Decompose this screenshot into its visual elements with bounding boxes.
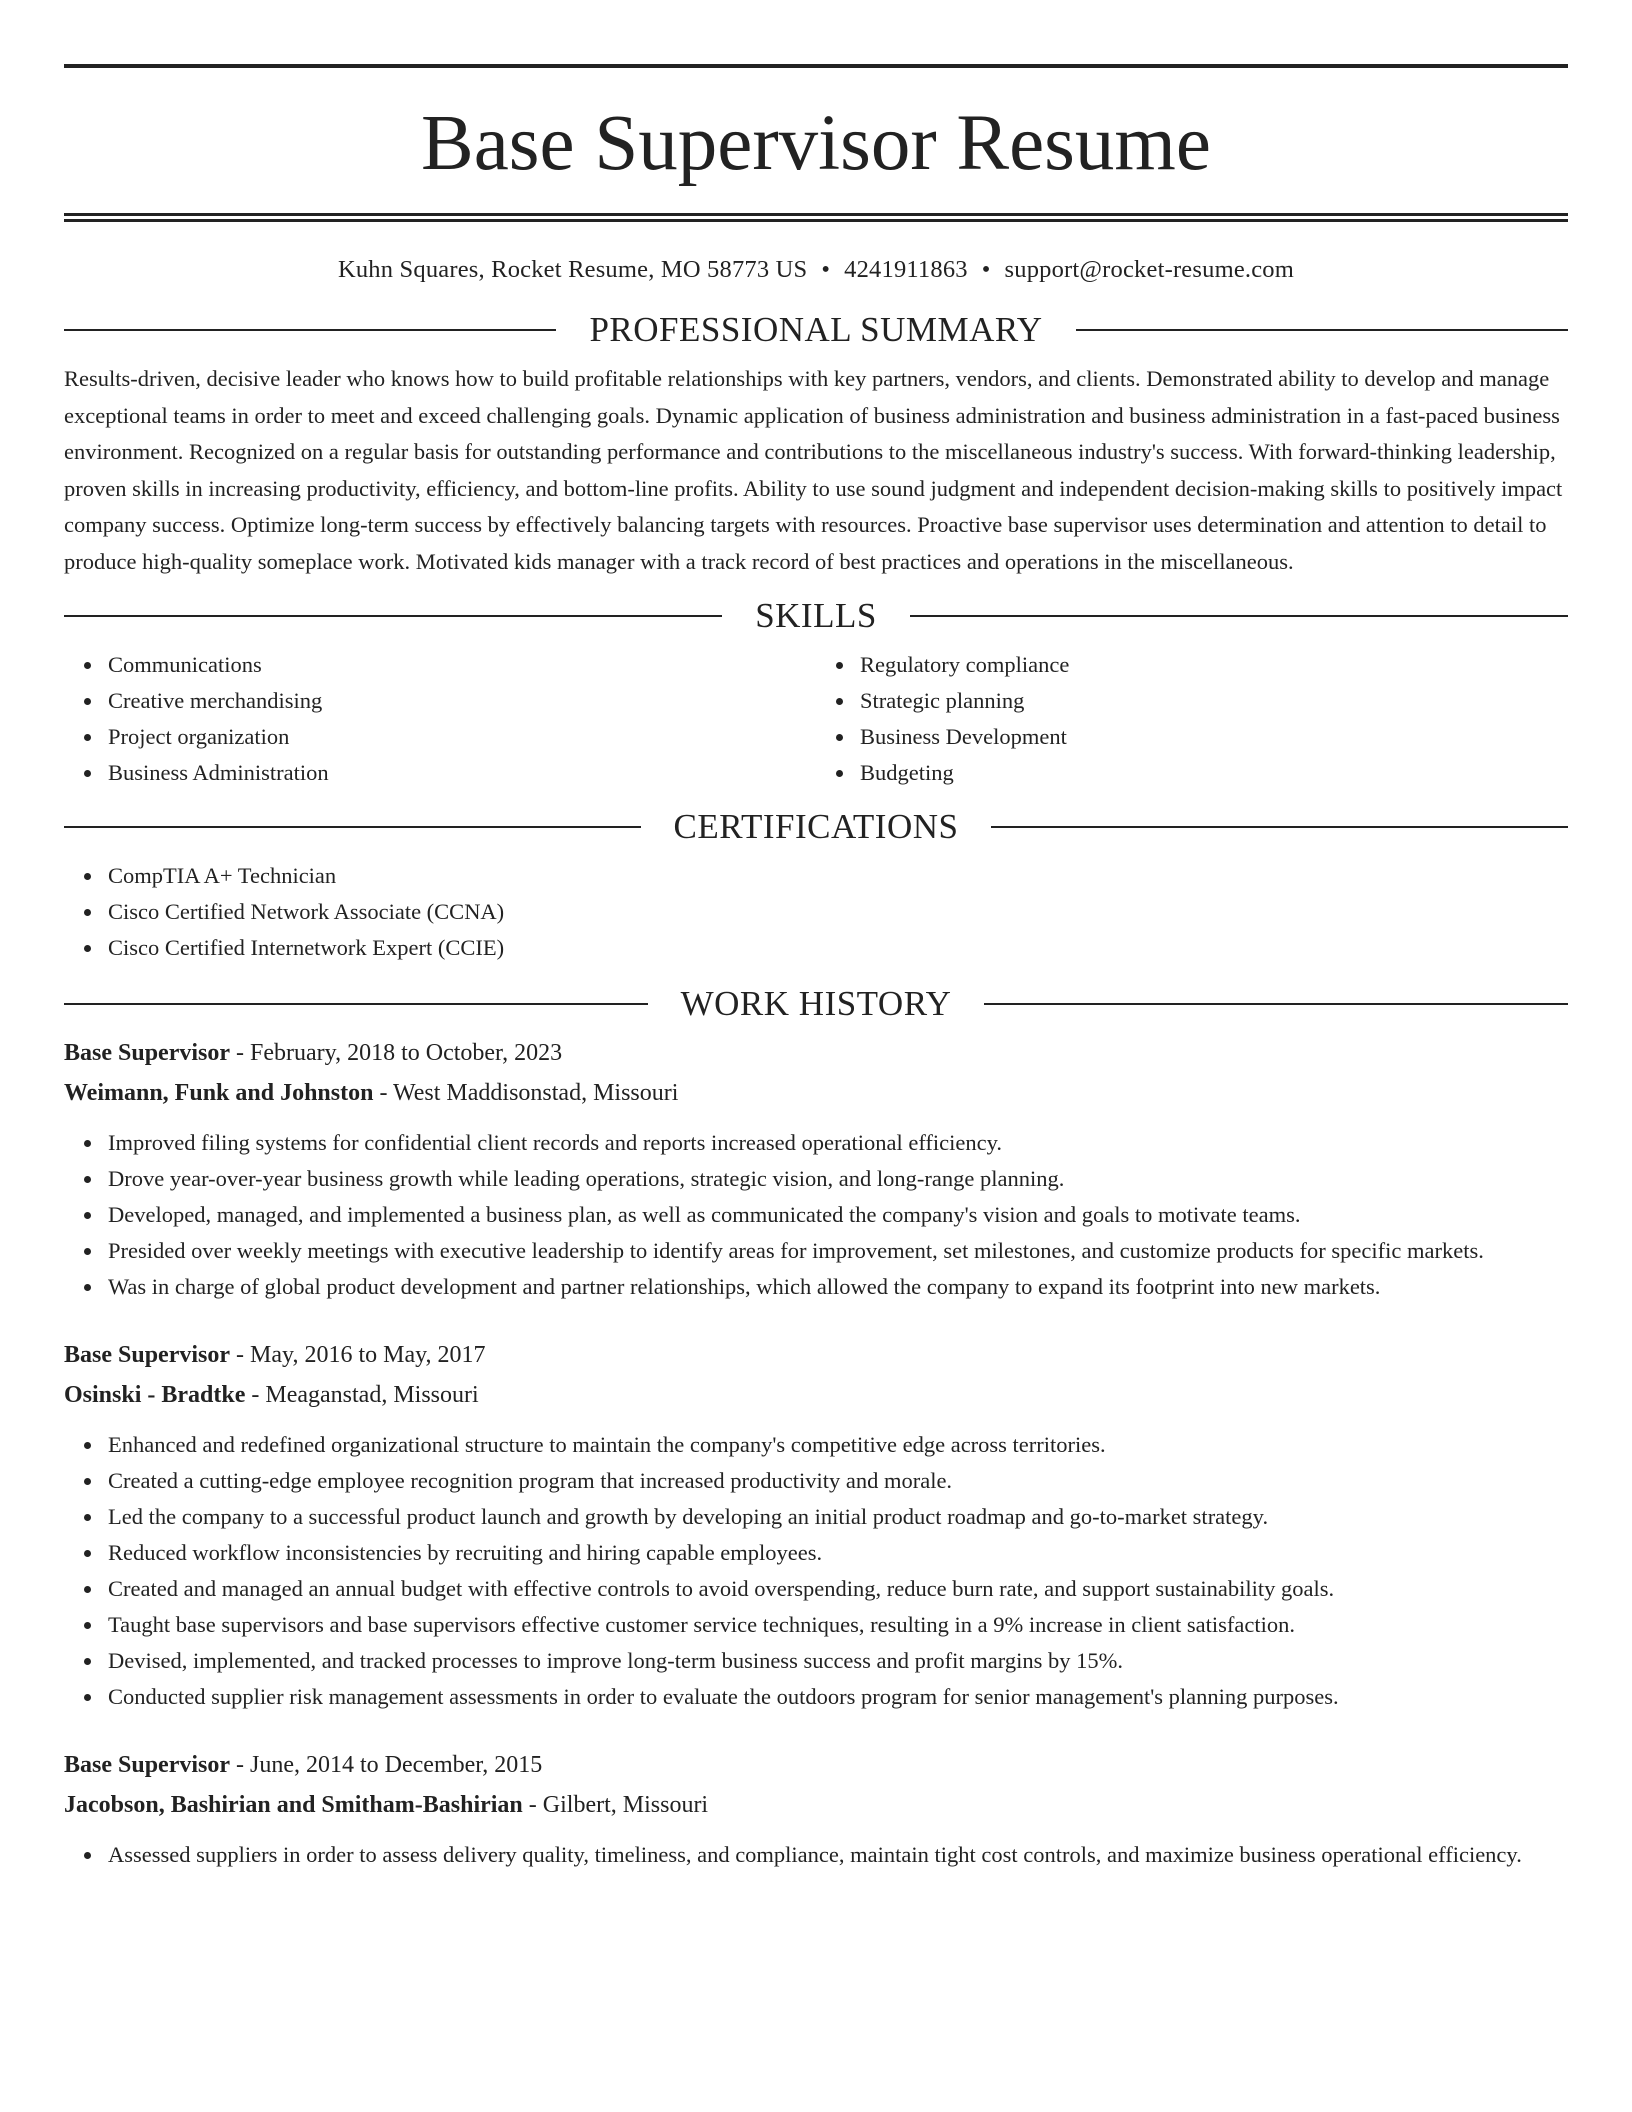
skills-column-left <box>64 647 816 791</box>
contact-line <box>64 256 1568 284</box>
job-location: - Meaganstad, Missouri <box>245 1382 479 1408</box>
job-title-line <box>64 1745 1568 1785</box>
certification-item: Cisco Certified Network Associate (CCNA) <box>108 894 1568 930</box>
contact-separator: • <box>821 256 831 283</box>
resume-title: Base Supervisor Resume <box>421 100 1211 187</box>
skills-list <box>64 647 1568 791</box>
section-heading-certifications <box>64 809 1568 844</box>
job-location: - West Maddisonstad, Missouri <box>373 1080 679 1106</box>
contact-address: Kuhn Squares, Rocket Resume, MO 58773 US <box>337 256 808 283</box>
job-bullet: Led the company to a successful product launch and growth by developing an initial product roadmap and go-to-market strategy. <box>108 1499 1568 1535</box>
job-title: Base Supervisor <box>64 1752 231 1778</box>
job-company-line <box>64 1375 1568 1415</box>
skill-item: Regulatory compliance <box>860 647 1568 683</box>
contact-separator: • <box>981 256 991 283</box>
job-title: Base Supervisor <box>64 1040 231 1066</box>
skill-item: Strategic planning <box>860 683 1568 719</box>
divider <box>991 826 1568 828</box>
job-bullet: Assessed suppliers in order to assess delivery quality, timeliness, and compliance, maintain tight cost controls, and maximize business operational efficiency. <box>108 1837 1568 1873</box>
job-title-line <box>64 1335 1568 1375</box>
section-title: PROFESSIONAL SUMMARY <box>589 310 1043 349</box>
section-heading-summary <box>64 312 1568 347</box>
section-title: WORK HISTORY <box>680 984 952 1023</box>
job-company: Osinski - Bradtke <box>64 1382 246 1408</box>
job-company: Weimann, Funk and Johnston <box>64 1080 374 1106</box>
divider <box>64 826 641 828</box>
job-entry <box>64 1745 1568 1873</box>
skill-item: Communications <box>108 647 816 683</box>
job-entry <box>64 1335 1568 1715</box>
divider <box>984 1003 1568 1005</box>
skill-item: Project organization <box>108 719 816 755</box>
skill-item: Business Development <box>860 719 1568 755</box>
job-bullet: Improved filing systems for confidential client records and reports increased operational efficiency. <box>108 1125 1568 1161</box>
job-bullets <box>64 1837 1568 1873</box>
job-bullet: Devised, implemented, and tracked processes to improve long-term business success and profit margins by 15%. <box>108 1643 1568 1679</box>
contact-email: support@rocket-resume.com <box>1004 256 1295 283</box>
job-bullet: Presided over weekly meetings with executive leadership to identify areas for improvement, set milestones, and customize products for specific markets. <box>108 1233 1568 1269</box>
divider <box>1076 329 1568 331</box>
job-dates: - February, 2018 to October, 2023 <box>230 1040 563 1066</box>
job-title: Base Supervisor <box>64 1342 231 1368</box>
divider <box>64 615 722 617</box>
job-bullet: Created and managed an annual budget with effective controls to avoid overspending, reduce burn rate, and support sustainability goals. <box>108 1571 1568 1607</box>
divider <box>910 615 1568 617</box>
job-bullet: Developed, managed, and implemented a business plan, as well as communicated the company's vision and goals to motivate teams. <box>108 1197 1568 1233</box>
skill-item: Budgeting <box>860 755 1568 791</box>
section-heading-work-history <box>64 986 1568 1021</box>
title-double-rule <box>64 213 1568 222</box>
job-bullet: Taught base supervisors and base supervisors effective customer service techniques, resulting in a 9% increase in client satisfaction. <box>108 1607 1568 1643</box>
job-company-line <box>64 1785 1568 1825</box>
job-company: Jacobson, Bashirian and Smitham-Bashirian <box>64 1792 523 1818</box>
top-rule <box>64 64 1568 68</box>
contact-phone: 4241911863 <box>844 256 968 283</box>
job-bullet: Created a cutting-edge employee recognition program that increased productivity and morale. <box>108 1463 1568 1499</box>
certifications-list <box>64 858 1568 966</box>
job-bullets <box>64 1427 1568 1715</box>
divider <box>64 329 556 331</box>
job-location: - Gilbert, Missouri <box>522 1792 709 1818</box>
section-title: CERTIFICATIONS <box>673 807 959 846</box>
job-company-line <box>64 1073 1568 1113</box>
skills-column-right <box>816 647 1568 791</box>
job-dates: - June, 2014 to December, 2015 <box>230 1752 543 1778</box>
job-entry <box>64 1033 1568 1305</box>
job-bullet: Drove year-over-year business growth while leading operations, strategic vision, and long-range planning. <box>108 1161 1568 1197</box>
job-dates: - May, 2016 to May, 2017 <box>230 1342 486 1368</box>
skill-item: Business Administration <box>108 755 816 791</box>
divider <box>64 1003 648 1005</box>
certification-item: CompTIA A+ Technician <box>108 858 1568 894</box>
job-title-line <box>64 1033 1568 1073</box>
section-title: SKILLS <box>755 596 877 635</box>
job-bullet: Reduced workflow inconsistencies by recruiting and hiring capable employees. <box>108 1535 1568 1571</box>
certification-item: Cisco Certified Internetwork Expert (CCIE) <box>108 930 1568 966</box>
job-bullet: Was in charge of global product development and partner relationships, which allowed the company to expand its footprint into new markets. <box>108 1269 1568 1305</box>
skill-item: Creative merchandising <box>108 683 816 719</box>
section-heading-skills <box>64 598 1568 633</box>
job-bullet: Enhanced and redefined organizational structure to maintain the company's competitive edge across territories. <box>108 1427 1568 1463</box>
job-bullets <box>64 1125 1568 1305</box>
job-bullet: Conducted supplier risk management assessments in order to evaluate the outdoors program for senior management's planning purposes. <box>108 1679 1568 1715</box>
summary-text: Results-driven, decisive leader who knows how to build profitable relationships with key partners, vendors, and clients. Demonstrated ability to develop and manage exceptional teams in order to meet and exceed challenging goals. Dynamic application of business administration and business administration in a fast-paced business environment. Recognized on a regular basis for outstanding performance and contributions to the miscellaneous industry's success. With forward-thinking leadership, proven skills in increasing productivity, efficiency, and bottom-line profits. Ability to use sound judgment and independent decision-making skills to positively impact company success. Optimize long-term success by effectively balancing targets with resources. Proactive base supervisor uses determination and attention to detail to produce high-quality someplace work. Motivated kids manager with a track record of best practices and operations in the miscellaneous. <box>64 366 1563 574</box>
